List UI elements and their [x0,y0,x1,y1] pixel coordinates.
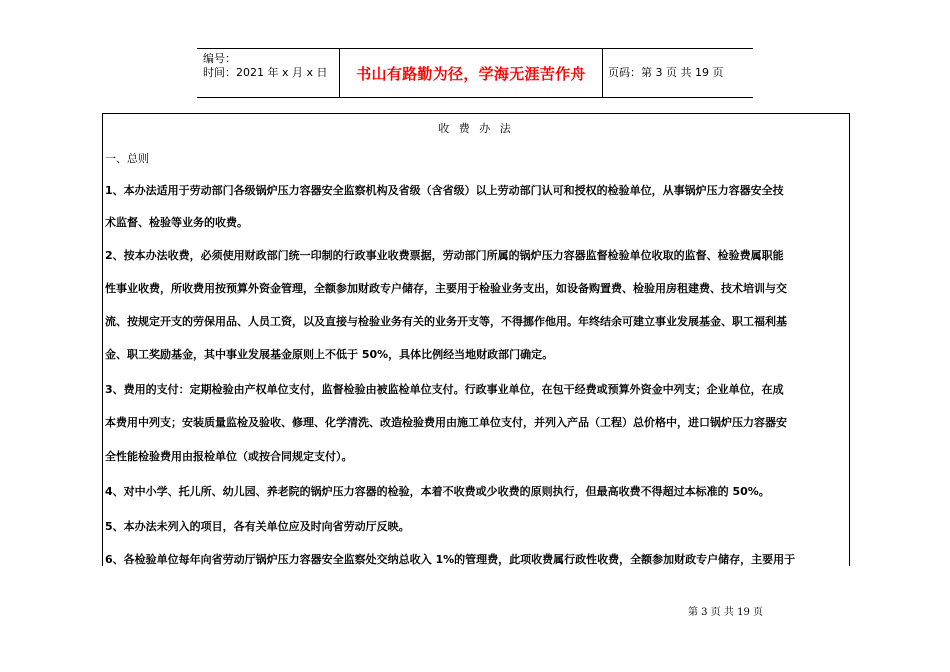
time-label: 时间：2021 年 x 月 x 日 [203,66,328,79]
header-page-cell [602,49,753,97]
paragraph-line: 3、费用的支付：定期检验由产权单位支付，监督检验由被监检单位支付。行政事业单位，在包干经费或预算外资金中列支；企业单位，在成 [105,383,784,396]
number-label: 编号： [203,52,236,65]
paragraph-line: 1、本办法适用于劳动部门各级锅炉压力容器安全监察机构及省级（含省级）以上劳动部门认可和授权的检验单位，从事锅炉压力容器安全技 [105,184,784,197]
paragraph-line: 5、本办法未列入的项目，各有关单位应及时向省劳动厅反映。 [105,520,410,533]
motto-text: 书山有路勤为径，学海无涯苦作舟 [356,64,586,83]
section-heading: 一、总则 [105,152,149,165]
paragraph-line: 4、对中小学、托儿所、幼儿园、养老院的锅炉压力容器的检验，本着不收费或少收费的原则执行，但最高收费不得超过本标准的 50%。 [105,485,770,498]
document-header [197,48,753,98]
paragraph-line: 全性能检验费用由报检单位（或按合同规定支付）。 [105,450,353,463]
paragraph-line: 金、职工奖励基金，其中事业发展基金原则上不低于 50%，具体比例经当地财政部门确定。 [105,348,554,361]
header-motto-cell [339,49,603,97]
paragraph-line: 6、各检验单位每年向省劳动厅锅炉压力容器安全监察处交纳总收入 1%的管理费，此项收费属行政性收费，全额参加财政专户储存，主要用于 [105,553,796,566]
paragraph-line: 本费用中列支；安装质量监检及验收、修理、化学清洗、改造检验费用由施工单位支付，并列入产品（工程）总价格中，进口锅炉压力容器安 [105,416,787,429]
page-info: 页码：第 3 页 共 19 页 [608,66,724,79]
document-body-box [102,113,850,566]
page-footer: 第 3 页 共 19 页 [688,607,763,618]
paragraph-line: 术监督、检验等业务的收费。 [105,216,248,229]
header-meta-cell [197,49,339,97]
document-title: 收 费 办 法 [438,122,514,135]
paragraph-line: 性事业收费，所收费用按预算外资金管理，全额参加财政专户储存，主要用于检验业务支出，如设备购置费、检验用房租建费、技术培训与交 [105,282,787,295]
paragraph-line: 2、按本办法收费，必须使用财政部门统一印制的行政事业收费票据，劳动部门所属的锅炉压力容器监督检验单位收取的监督、检验费属职能 [105,249,784,262]
paragraph-line: 流、按规定开支的劳保用品、人员工资，以及直接与检验业务有关的业务开支等，不得挪作他用。年终结余可建立事业发展基金、职工福利基 [105,315,787,328]
